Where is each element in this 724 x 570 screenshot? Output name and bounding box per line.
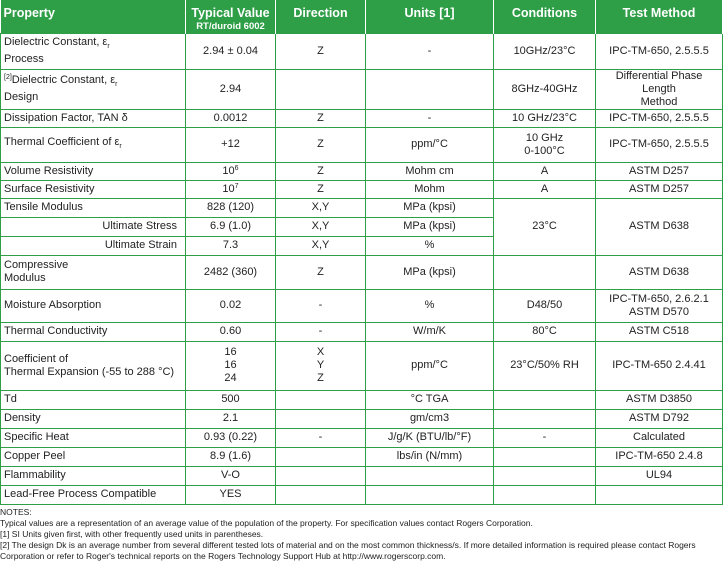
units-cell: gm/cm3 — [366, 409, 494, 428]
test-method-cell: ASTM D792 — [596, 409, 723, 428]
notes-line: Corporation or refer to Roger's technical reports on the Rogers Technology Support Hub at http://www.rogerscorp.com. — [0, 550, 446, 561]
value-cell: 0.0012 — [186, 109, 276, 127]
direction-cell: Z — [276, 109, 366, 127]
property-subscript: r — [115, 81, 118, 89]
value-y: 16 — [224, 359, 237, 371]
property-label: Dielectric Constant, ε — [4, 35, 108, 48]
notes-line: [2] The design Dk is an average number from several different tested lots of material and on the most common thickness/s. If more detailed information is required please contact Rogers — [0, 539, 696, 550]
property-cell: Ultimate Stress — [1, 217, 186, 236]
units-cell: - — [366, 109, 494, 127]
conditions-cell — [494, 390, 596, 409]
test-method-cell — [596, 69, 723, 109]
direction-cell — [276, 341, 366, 390]
table-row — [1, 198, 723, 217]
value-cell: 500 — [186, 390, 276, 409]
header-test-method: Test Method — [596, 0, 723, 33]
value-cell: 2.94 ± 0.04 — [186, 33, 276, 69]
units-cell: MPa (kpsi) — [366, 198, 494, 217]
value-cell: 2.1 — [186, 409, 276, 428]
units-cell: lbs/in (N/mm) — [366, 447, 494, 466]
property-cell: Copper Peel — [1, 447, 186, 466]
table-row — [1, 409, 723, 428]
property-cell: Volume Resistivity — [1, 162, 186, 180]
notes-title: NOTES: — [0, 506, 32, 517]
header-row — [1, 0, 723, 33]
property-cell: Tensile Modulus — [1, 198, 186, 217]
value-cell — [186, 341, 276, 390]
property-cell: Flammability — [1, 466, 186, 485]
conditions-cell — [494, 127, 596, 162]
direction-cell: Z — [276, 255, 366, 289]
test-method-cell: IPC-TM-650, 2.5.5.5 — [596, 109, 723, 127]
test-method-line2: ASTM D570 — [629, 305, 689, 318]
property-label-line2: Process — [4, 53, 44, 66]
test-method-line1: Differential Phase Length — [615, 69, 703, 95]
units-cell — [366, 466, 494, 485]
property-label: Coefficient of — [4, 352, 69, 365]
property-label-line2: Modulus — [4, 272, 46, 284]
value-cell: 0.93 (0.22) — [186, 428, 276, 447]
value-base: 10 — [222, 164, 235, 177]
direction-cell — [276, 69, 366, 109]
notes-line: [1] SI Units given first, with other frequently used units in parentheses. — [0, 528, 264, 539]
table-row — [1, 127, 723, 162]
conditions-cell: A — [494, 180, 596, 198]
conditions-cell: 10 GHz/23°C — [494, 109, 596, 127]
direction-y: Y — [316, 359, 325, 371]
property-label-line2: Thermal Expansion (-55 to 288 °C) — [4, 365, 175, 378]
conditions-cell: 23°C — [494, 198, 596, 255]
test-method-cell: Calculated — [596, 428, 723, 447]
conditions-cell: 10GHz/23°C — [494, 33, 596, 69]
units-cell: ppm/°C — [366, 127, 494, 162]
table-row — [1, 109, 723, 127]
test-method-cell: IPC-TM-650, 2.5.5.5 — [596, 127, 723, 162]
units-cell: MPa (kpsi) — [366, 217, 494, 236]
units-cell — [366, 485, 494, 504]
test-method-cell: ASTM D638 — [596, 255, 723, 289]
value-cell: 0.60 — [186, 322, 276, 341]
table-row — [1, 341, 723, 390]
units-cell: Mohm — [366, 180, 494, 198]
conditions-cell — [494, 255, 596, 289]
units-cell: J/g/K (BTU/lb/°F) — [366, 428, 494, 447]
direction-cell — [276, 409, 366, 428]
direction-x: X — [316, 346, 325, 358]
value-cell: +12 — [186, 127, 276, 162]
notes-section — [0, 507, 724, 562]
property-cell — [1, 127, 186, 162]
conditions-cell — [494, 409, 596, 428]
conditions-cell — [494, 466, 596, 485]
value-cell: 2482 (360) — [186, 255, 276, 289]
conditions-line2: 0-100°C — [524, 144, 565, 157]
header-units: Units [1] — [366, 0, 494, 33]
direction-cell — [276, 466, 366, 485]
value-cell: 8.9 (1.6) — [186, 447, 276, 466]
value-cell — [186, 162, 276, 180]
conditions-cell: - — [494, 428, 596, 447]
table-row — [1, 255, 723, 289]
property-label-line2: Design — [4, 91, 39, 104]
direction-cell: Z — [276, 33, 366, 69]
property-label: Dielectric Constant, ε — [11, 73, 116, 86]
property-label: Compressive — [4, 259, 69, 271]
table-row — [1, 390, 723, 409]
conditions-cell: A — [494, 162, 596, 180]
header-typical-value-sub: RT/duroid 6002 — [196, 21, 265, 32]
test-method-cell — [596, 289, 723, 322]
table-row — [1, 466, 723, 485]
test-method-cell: ASTM D638 — [596, 198, 723, 255]
value-x: 16 — [224, 346, 237, 358]
value-base: 10 — [222, 182, 235, 195]
direction-cell: X,Y — [276, 217, 366, 236]
property-cell: Ultimate Strain — [1, 236, 186, 255]
property-subscript: r — [119, 143, 122, 151]
direction-cell: Z — [276, 127, 366, 162]
test-method-cell: IPC-TM-650, 2.5.5.5 — [596, 33, 723, 69]
table-row — [1, 322, 723, 341]
test-method-cell: IPC-TM-650 2.4.41 — [596, 341, 723, 390]
property-cell — [1, 69, 186, 109]
direction-cell — [276, 485, 366, 504]
direction-cell: X,Y — [276, 236, 366, 255]
conditions-cell: 23°C/50% RH — [494, 341, 596, 390]
property-cell — [1, 255, 186, 289]
units-cell: - — [366, 33, 494, 69]
value-cell: V-O — [186, 466, 276, 485]
property-cell: Td — [1, 390, 186, 409]
direction-cell: Z — [276, 162, 366, 180]
direction-cell: - — [276, 322, 366, 341]
table-row — [1, 447, 723, 466]
conditions-line1: 10 GHz — [525, 131, 564, 144]
header-property: Property — [1, 0, 186, 33]
test-method-cell — [596, 485, 723, 504]
units-cell: ppm/°C — [366, 341, 494, 390]
test-method-cell: ASTM C518 — [596, 322, 723, 341]
header-typical-value — [186, 0, 276, 33]
direction-cell: - — [276, 428, 366, 447]
property-cell: Specific Heat — [1, 428, 186, 447]
footnote-marker: [2] — [4, 73, 12, 81]
direction-cell — [276, 447, 366, 466]
units-cell: Mohm cm — [366, 162, 494, 180]
units-cell: MPa (kpsi) — [366, 255, 494, 289]
units-cell: % — [366, 289, 494, 322]
property-cell: Moisture Absorption — [1, 289, 186, 322]
value-cell: YES — [186, 485, 276, 504]
property-cell — [1, 341, 186, 390]
property-subscript: r — [107, 43, 110, 51]
table-row — [1, 428, 723, 447]
test-method-line2: Method — [640, 95, 678, 108]
notes-line: Typical values are a representation of an average value of the population of the property. For specification values contact Rogers Corporation. — [0, 517, 533, 528]
conditions-cell — [494, 485, 596, 504]
header-typical-value-label: Typical Value — [191, 6, 270, 20]
header-conditions: Conditions — [494, 0, 596, 33]
test-method-cell: ASTM D3850 — [596, 390, 723, 409]
test-method-cell: ASTM D257 — [596, 162, 723, 180]
value-cell: 828 (120) — [186, 198, 276, 217]
value-cell: 2.94 — [186, 69, 276, 109]
property-cell: Surface Resistivity — [1, 180, 186, 198]
table-row — [1, 180, 723, 198]
units-cell: % — [366, 236, 494, 255]
value-cell: 6.9 (1.0) — [186, 217, 276, 236]
header-direction: Direction — [276, 0, 366, 33]
units-cell: °C TGA — [366, 390, 494, 409]
table-row — [1, 33, 723, 69]
property-label: Thermal Coefficient of ε — [4, 135, 120, 148]
value-cell — [186, 180, 276, 198]
direction-cell: Z — [276, 180, 366, 198]
value-z: 24 — [224, 372, 237, 384]
conditions-cell — [494, 447, 596, 466]
units-cell — [366, 69, 494, 109]
value-cell: 0.02 — [186, 289, 276, 322]
table-row — [1, 289, 723, 322]
direction-cell — [276, 390, 366, 409]
test-method-line1: IPC-TM-650, 2.6.2.1 — [609, 292, 709, 305]
test-method-cell: UL94 — [596, 466, 723, 485]
conditions-cell: D48/50 — [494, 289, 596, 322]
table-row — [1, 162, 723, 180]
property-cell: Dissipation Factor, TAN δ — [1, 109, 186, 127]
value-exponent: 7 — [234, 182, 239, 190]
table-row — [1, 485, 723, 504]
property-cell: Thermal Conductivity — [1, 322, 186, 341]
direction-cell: X,Y — [276, 198, 366, 217]
value-cell: 7.3 — [186, 236, 276, 255]
direction-z: Z — [317, 372, 324, 384]
test-method-cell: ASTM D257 — [596, 180, 723, 198]
conditions-cell: 8GHz-40GHz — [494, 69, 596, 109]
test-method-cell: IPC-TM-650 2.4.8 — [596, 447, 723, 466]
direction-cell: - — [276, 289, 366, 322]
property-cell: Density — [1, 409, 186, 428]
conditions-cell: 80°C — [494, 322, 596, 341]
table-row — [1, 69, 723, 109]
property-cell: Lead-Free Process Compatible — [1, 485, 186, 504]
units-cell: W/m/K — [366, 322, 494, 341]
property-cell — [1, 33, 186, 69]
value-exponent: 6 — [234, 164, 239, 172]
